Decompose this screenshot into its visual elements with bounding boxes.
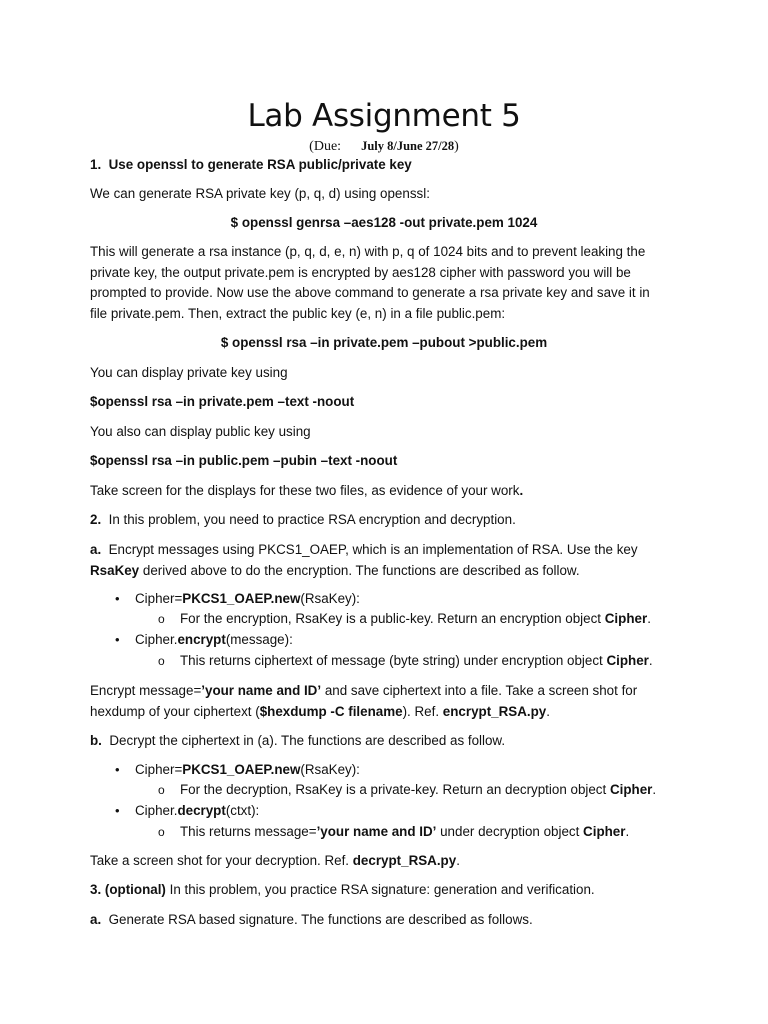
q2a-hex-bold: $hexdump -C filename [259,703,403,719]
q3a-line [90,910,686,931]
page-title: Lab Assignment 5 [247,98,521,134]
q2b-b1-sub-pre: For the decryption, RsaKey is a private-key. Return an decryption object [180,782,607,797]
q1-para-line-2: private key, the output private.pem is encrypted by aes128 cipher with password you will be [90,264,631,280]
sub-bullet-icon: o [158,612,165,626]
q2b-b1-pre: Cipher= [135,762,183,777]
evidence-text: Take screen for the displays for these two files, as evidence of your work [90,483,520,498]
q2a-b1-sub-bold: Cipher [604,611,648,626]
display-public-label: You also can display public key using [90,424,311,439]
q2b-b2-sub-bold2: Cipher [583,824,626,839]
q2b-bullet-2 [135,801,731,822]
q1-number: 1. [90,157,102,172]
q2a-b1-sub-post: . [647,611,651,626]
q1-paragraph [90,242,686,324]
cmd-private-text [90,392,686,413]
due-date: July 8/June 27/28 [361,139,455,153]
cmd-genrsa-text: $ openssl genrsa –aes128 -out private.pem 1024 [230,215,538,230]
display-private-label: You can display private key using [90,365,288,380]
q2a-bullet-1-sub [180,609,768,630]
q2-intro: In this problem, you need to practice RSA encryption and decryption. [108,512,516,527]
q2a-b2-sub-post: . [648,653,653,668]
q2a-encrypt-paragraph [90,681,686,722]
q2a-b1-post: (RsaKey): [300,591,360,606]
bullet-icon: • [115,632,120,647]
cmd-genrsa [0,213,768,234]
q2b-b2-sub-mid: under decryption object [440,824,580,839]
q2a-enc-bold: ’your name and ID’ [201,683,322,698]
q2b-b2-bold: decrypt [177,803,226,818]
evidence-dot: . [519,483,524,498]
due-close: ) [454,139,459,154]
q2a-bullet-1 [135,589,731,610]
cmd-pubout-text: $ openssl rsa –in private.pem –pubout >public.pem [220,335,548,350]
q2b-bullet-2-sub [180,822,768,843]
q2a-enc-pre: Encrypt message= [90,683,202,698]
q2b-text: Decrypt the ciphertext in (a). The functions are described as follow. [109,733,506,748]
q1-heading [90,155,686,176]
q2b-b2-pre: Cipher. [135,803,178,818]
q2b-shot-ref: decrypt_RSA.py [352,853,457,868]
q2a-b1-sub-pre: For the encryption, RsaKey is a public-key. Return an encryption object [180,611,602,626]
q2a-rsakey: RsaKey [90,562,140,578]
bullet-icon: • [115,762,120,777]
q2b-b2-sub-pre: This returns message= [180,824,317,839]
bullet-icon: • [115,803,120,818]
q2a-enc-line [90,681,686,702]
q2a-bullet-2 [135,630,731,651]
q2a-b2-sub-pre: This returns ciphertext of message (byte string) under encryption object [180,653,603,668]
bullet-icon: • [115,591,120,606]
q3-number: 3. (optional) [90,882,166,897]
q2b-line [90,731,686,752]
q2a-text-1: Encrypt messages using PKCS1_OAEP, which is an implementation of RSA. Use the key [108,542,638,557]
q2a-line-1 [90,540,686,561]
q2a-b2-bold: encrypt [177,632,226,647]
q2-number: 2. [90,512,102,527]
q2b-bullet-1-sub [180,780,768,801]
cmd-pubout [0,333,768,354]
cmd-public-text-bold: $openssl rsa –in public.pem –pubin –text -noout [90,453,398,468]
evidence-line [90,481,686,502]
cmd-private-text-bold: $openssl rsa –in private.pem –text -noout [90,394,355,409]
q1-heading-text: Use openssl to generate RSA public/private key [108,157,412,172]
sub-bullet-icon: o [158,825,165,839]
q2a-text-2: derived above to do the encryption. The functions are described as follow. [142,562,580,578]
q2a-hex-mid: ). Ref. [402,703,440,719]
q2a-b1-pre: Cipher= [135,591,183,606]
q1-para-line-4: file private.pem. Then, extract the public key (e, n) in a file public.pem: [90,305,506,321]
q2b-b1-post: (RsaKey): [300,762,360,777]
q2a-bullet-2-sub [180,651,768,672]
q3a-text: Generate RSA based signature. The functions are described as follows. [108,912,533,927]
q2a-label: a. [90,542,102,557]
q1-para-line-1: This will generate a rsa instance (p, q, d, e, n) with p, q of 1024 bits and to prevent leaking the [90,244,646,259]
q2-intro-line [90,510,686,531]
q2b-shot-line [90,851,686,872]
q3-intro-line [90,880,686,901]
q3-intro: In this problem, you practice RSA signature: generation and verification. [169,882,595,897]
q2a-paragraph [90,540,686,581]
sub-bullet-icon: o [158,654,165,668]
q2a-hex-ref: encrypt_RSA.py [442,703,547,719]
q2b-b1-sub-post: . [652,782,657,797]
q2a-b2-pre: Cipher. [135,632,178,647]
q2a-hex-end: . [546,703,550,719]
sub-bullet-icon: o [158,783,165,797]
q2b-shot-end: . [456,853,460,868]
q3a-label: a. [90,912,102,927]
q2a-b1-bold: PKCS1_OAEP.new [182,591,301,606]
q2b-b1-sub-bold: Cipher [609,782,653,797]
q1-para-line-3: prompted to provide. Now use the above command to generate a rsa private key and save it in [90,285,650,301]
due-date-line [0,136,768,157]
q2b-b2-post: (ctxt): [225,803,260,818]
q2b-b1-bold: PKCS1_OAEP.new [182,762,301,777]
q2a-b2-post: (message): [225,632,293,647]
q2b-shot-pre: Take a screen shot for your decryption. Ref. [90,853,350,868]
q2b-bullet-1 [135,760,731,781]
due-label: (Due: [309,139,342,154]
q2b-b2-sub-post: . [625,824,630,839]
q2a-line-2 [90,561,686,582]
cmd-public-text [90,451,686,472]
q2a-b2-sub-bold: Cipher [606,653,649,668]
q2a-hex-line [90,702,686,723]
q2b-b2-sub-bold: ’your name and ID’ [316,824,437,839]
q2a-hex-pre: hexdump of your ciphertext ( [90,703,260,719]
q1-intro: We can generate RSA private key (p, q, d) using openssl: [90,186,430,201]
q2a-enc-post: and save ciphertext into a file. Take a screen shot for [324,683,638,698]
q2b-label: b. [90,733,102,748]
